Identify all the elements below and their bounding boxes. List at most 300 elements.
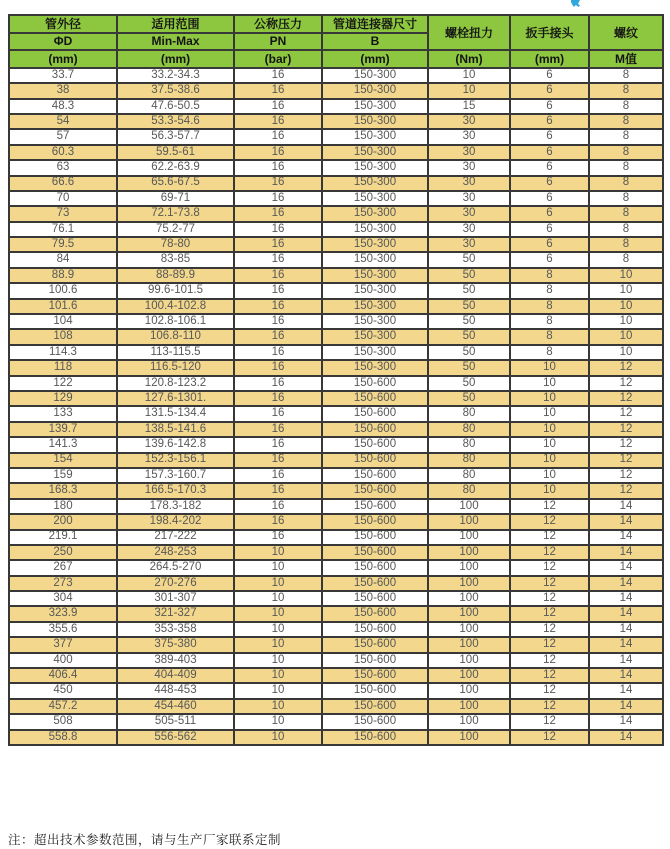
table-cell: 30 [428,237,510,252]
table-cell: 16 [234,222,322,237]
table-cell: 79.5 [9,237,117,252]
table-cell: 14 [589,668,663,683]
header-nominal-pressure: 公称压力 [234,15,322,33]
table-cell: 12 [510,606,589,621]
table-row [9,206,663,221]
table-cell: 66.6 [9,176,117,191]
blue-cursor-artifact [571,0,580,7]
table-cell: 8 [589,206,663,221]
table-cell: 116.5-120 [117,360,234,375]
table-cell: 10 [234,560,322,575]
table-cell: 70 [9,191,117,206]
table-cell: 100 [428,683,510,698]
table-row [9,683,663,698]
table-cell: 131.5-134.4 [117,406,234,421]
table-cell: 139.7 [9,422,117,437]
table-row [9,314,663,329]
table-cell: 353-358 [117,622,234,637]
table-cell: 14 [589,730,663,745]
table-header [9,15,663,68]
table-cell: 454-460 [117,699,234,714]
header-unit-mm-2: (mm) [117,50,234,68]
header-row-units [9,50,663,68]
header-thread: 螺纹 [589,15,663,50]
table-row [9,191,663,206]
table-cell: 30 [428,206,510,221]
table-cell: 102.8-106.1 [117,314,234,329]
table-cell: 100 [428,591,510,606]
table-cell: 180 [9,499,117,514]
table-cell: 83-85 [117,252,234,267]
table-cell: 150-600 [322,453,428,468]
table-row [9,576,663,591]
table-cell: 50 [428,299,510,314]
table-row [9,176,663,191]
table-cell: 6 [510,160,589,175]
table-cell: 16 [234,345,322,360]
table-row [9,268,663,283]
table-cell: 166.5-170.3 [117,483,234,498]
table-cell: 80 [428,483,510,498]
table-cell: 150-300 [322,99,428,114]
table-cell: 150-300 [322,268,428,283]
table-cell: 133 [9,406,117,421]
table-cell: 8 [589,114,663,129]
table-cell: 14 [589,530,663,545]
table-cell: 120.8-123.2 [117,376,234,391]
table-cell: 73 [9,206,117,221]
table-cell: 138.5-141.6 [117,422,234,437]
table-row [9,730,663,745]
table-body [9,68,663,745]
table-row [9,145,663,160]
table-cell: 150-300 [322,129,428,144]
table-cell: 10 [234,730,322,745]
table-row [9,237,663,252]
table-cell: 80 [428,468,510,483]
table-cell: 10 [589,345,663,360]
table-row [9,437,663,452]
table-cell: 16 [234,129,322,144]
table-cell: 10 [589,329,663,344]
table-cell: 38 [9,83,117,98]
table-cell: 150-300 [322,145,428,160]
table-cell: 508 [9,714,117,729]
table-cell: 10 [510,483,589,498]
table-row [9,252,663,267]
table-cell: 75.2-77 [117,222,234,237]
table-cell: 16 [234,530,322,545]
table-cell: 150-600 [322,653,428,668]
table-cell: 6 [510,222,589,237]
table-cell: 14 [589,699,663,714]
header-connector-size: 管道连接器尺寸 [322,15,428,33]
table-row [9,422,663,437]
table-cell: 12 [589,391,663,406]
table-cell: 355.6 [9,622,117,637]
table-row [9,391,663,406]
table-cell: 150-600 [322,530,428,545]
table-cell: 8 [589,145,663,160]
table-cell: 57 [9,129,117,144]
table-row [9,453,663,468]
table-cell: 12 [510,730,589,745]
table-cell: 100 [428,560,510,575]
table-cell: 8 [589,129,663,144]
table-cell: 14 [589,545,663,560]
table-cell: 264.5-270 [117,560,234,575]
table-cell: 50 [428,329,510,344]
table-cell: 16 [234,406,322,421]
table-cell: 100 [428,699,510,714]
table-cell: 30 [428,191,510,206]
table-cell: 10 [589,268,663,283]
table-cell: 250 [9,545,117,560]
table-cell: 16 [234,83,322,98]
table-cell: 10 [510,468,589,483]
table-cell: 16 [234,191,322,206]
table-cell: 150-300 [322,68,428,83]
table-cell: 33.2-34.3 [117,68,234,83]
table-row [9,530,663,545]
table-cell: 30 [428,160,510,175]
table-cell: 152.3-156.1 [117,453,234,468]
table-cell: 50 [428,268,510,283]
table-cell: 150-600 [322,714,428,729]
table-cell: 53.3-54.6 [117,114,234,129]
table-cell: 16 [234,283,322,298]
table-cell: 8 [510,345,589,360]
table-cell: 10 [234,653,322,668]
table-cell: 62.2-63.9 [117,160,234,175]
table-cell: 12 [589,453,663,468]
table-cell: 12 [510,714,589,729]
header-symbol-phid: ΦD [9,33,117,51]
table-row [9,360,663,375]
table-cell: 8 [589,160,663,175]
table-cell: 16 [234,299,322,314]
table-cell: 150-300 [322,222,428,237]
table-cell: 12 [589,468,663,483]
table-row [9,376,663,391]
table-cell: 54 [9,114,117,129]
table-cell: 6 [510,114,589,129]
table-cell: 267 [9,560,117,575]
table-cell: 80 [428,437,510,452]
table-cell: 14 [589,653,663,668]
table-cell: 100 [428,606,510,621]
table-cell: 400 [9,653,117,668]
table-cell: 14 [589,637,663,652]
table-row [9,606,663,621]
header-unit-mvalue: M值 [589,50,663,68]
table-cell: 16 [234,391,322,406]
table-row [9,637,663,652]
table-cell: 50 [428,376,510,391]
table-cell: 6 [510,68,589,83]
table-cell: 168.3 [9,483,117,498]
table-row [9,468,663,483]
table-cell: 59.5-61 [117,145,234,160]
table-cell: 33.7 [9,68,117,83]
table-cell: 15 [428,99,510,114]
pipe-spec-table [8,14,664,746]
table-cell: 8 [510,329,589,344]
table-cell: 6 [510,83,589,98]
table-cell: 448-453 [117,683,234,698]
table-cell: 321-327 [117,606,234,621]
table-cell: 16 [234,68,322,83]
table-cell: 150-300 [322,283,428,298]
table-cell: 14 [589,606,663,621]
table-cell: 10 [510,391,589,406]
table-row [9,299,663,314]
table-row [9,283,663,298]
table-cell: 150-600 [322,683,428,698]
table-cell: 16 [234,329,322,344]
table-cell: 30 [428,176,510,191]
table-row [9,68,663,83]
table-cell: 50 [428,360,510,375]
table-cell: 88.9 [9,268,117,283]
table-cell: 150-600 [322,514,428,529]
table-cell: 150-300 [322,314,428,329]
table-cell: 60.3 [9,145,117,160]
table-cell: 12 [589,422,663,437]
table-cell: 14 [589,576,663,591]
header-bolt-torque: 螺栓扭力 [428,15,510,50]
table-cell: 80 [428,422,510,437]
table-cell: 16 [234,268,322,283]
table-cell: 16 [234,114,322,129]
table-cell: 114.3 [9,345,117,360]
table-cell: 12 [589,406,663,421]
table-cell: 457.2 [9,699,117,714]
table-cell: 65.6-67.5 [117,176,234,191]
table-cell: 100 [428,637,510,652]
table-cell: 30 [428,129,510,144]
table-cell: 10 [234,637,322,652]
table-row [9,591,663,606]
table-cell: 14 [589,714,663,729]
table-cell: 159 [9,468,117,483]
table-cell: 178.3-182 [117,499,234,514]
table-row [9,99,663,114]
table-cell: 48.3 [9,99,117,114]
table-cell: 150-600 [322,560,428,575]
table-cell: 10 [510,376,589,391]
table-cell: 12 [510,637,589,652]
table-cell: 113-115.5 [117,345,234,360]
table-row [9,560,663,575]
table-cell: 270-276 [117,576,234,591]
table-cell: 6 [510,252,589,267]
header-unit-bar: (bar) [234,50,322,68]
table-cell: 129 [9,391,117,406]
table-cell: 100 [428,499,510,514]
footnote: 注：超出技术参数范围，请与生产厂家联系定制 [8,833,282,847]
table-cell: 72.1-73.8 [117,206,234,221]
table-cell: 8 [589,68,663,83]
table-cell: 150-300 [322,252,428,267]
table-cell: 8 [589,83,663,98]
table-cell: 50 [428,314,510,329]
table-cell: 150-600 [322,376,428,391]
table-cell: 150-600 [322,483,428,498]
table-cell: 6 [510,99,589,114]
table-cell: 406.4 [9,668,117,683]
table-cell: 10 [234,699,322,714]
table-cell: 8 [589,237,663,252]
header-outer-diameter: 管外径 [9,15,117,33]
table-cell: 556-562 [117,730,234,745]
table-cell: 16 [234,376,322,391]
table-cell: 6 [510,237,589,252]
table-cell: 100 [428,530,510,545]
table-cell: 150-600 [322,545,428,560]
header-row-title [9,15,663,33]
table-cell: 50 [428,345,510,360]
table-cell: 56.3-57.7 [117,129,234,144]
table-cell: 8 [589,222,663,237]
table-cell: 10 [510,406,589,421]
table-cell: 14 [589,622,663,637]
table-cell: 10 [589,283,663,298]
table-cell: 8 [510,268,589,283]
table-cell: 150-600 [322,668,428,683]
table-row [9,406,663,421]
table-cell: 10 [589,314,663,329]
table-cell: 10 [234,622,322,637]
table-cell: 10 [234,668,322,683]
table-cell: 12 [510,683,589,698]
table-row [9,160,663,175]
table-cell: 150-600 [322,576,428,591]
table-cell: 6 [510,129,589,144]
table-cell: 12 [589,483,663,498]
header-symbol-b: B [322,33,428,51]
table-cell: 118 [9,360,117,375]
table-cell: 16 [234,360,322,375]
table-cell: 558.8 [9,730,117,745]
table-cell: 12 [510,514,589,529]
table-row [9,714,663,729]
table-cell: 8 [589,176,663,191]
table-cell: 10 [234,576,322,591]
table-cell: 108 [9,329,117,344]
table-cell: 10 [234,683,322,698]
table-cell: 12 [589,360,663,375]
header-unit-nm: (Nm) [428,50,510,68]
table-cell: 104 [9,314,117,329]
table-row [9,668,663,683]
table-cell: 30 [428,222,510,237]
table-cell: 16 [234,314,322,329]
table-cell: 16 [234,514,322,529]
table-cell: 30 [428,114,510,129]
table-row [9,653,663,668]
table-cell: 10 [510,453,589,468]
header-unit-mm-4: (mm) [510,50,589,68]
table-cell: 10 [234,606,322,621]
table-cell: 10 [589,299,663,314]
table-cell: 150-600 [322,468,428,483]
table-cell: 100 [428,730,510,745]
table-cell: 8 [589,99,663,114]
table-cell: 8 [589,252,663,267]
table-cell: 50 [428,283,510,298]
table-cell: 8 [510,299,589,314]
table-cell: 150-300 [322,114,428,129]
table-cell: 150-600 [322,699,428,714]
table-cell: 12 [510,499,589,514]
table-row [9,129,663,144]
table-cell: 12 [589,376,663,391]
table-cell: 84 [9,252,117,267]
table-cell: 99.6-101.5 [117,283,234,298]
table-cell: 248-253 [117,545,234,560]
table-cell: 14 [589,514,663,529]
table-cell: 139.6-142.8 [117,437,234,452]
table-cell: 150-300 [322,191,428,206]
header-unit-mm-1: (mm) [9,50,117,68]
table-row [9,329,663,344]
table-cell: 122 [9,376,117,391]
table-cell: 150-300 [322,176,428,191]
table-cell: 16 [234,206,322,221]
table-cell: 12 [510,560,589,575]
table-cell: 12 [510,622,589,637]
table-cell: 404-409 [117,668,234,683]
header-wrench-joint: 扳手接头 [510,15,589,50]
table-cell: 6 [510,176,589,191]
table-cell: 8 [510,314,589,329]
table-cell: 150-300 [322,345,428,360]
table-cell: 12 [589,437,663,452]
table-cell: 100 [428,576,510,591]
table-cell: 100.4-102.8 [117,299,234,314]
table-cell: 16 [234,160,322,175]
table-cell: 10 [234,545,322,560]
table-cell: 50 [428,391,510,406]
table-row [9,83,663,98]
table-cell: 100 [428,622,510,637]
table-cell: 100 [428,514,510,529]
table-cell: 154 [9,453,117,468]
table-row [9,345,663,360]
table-row [9,514,663,529]
table-cell: 14 [589,499,663,514]
table-row [9,545,663,560]
table-cell: 200 [9,514,117,529]
table-cell: 150-600 [322,622,428,637]
table-cell: 16 [234,176,322,191]
table-cell: 12 [510,668,589,683]
table-cell: 16 [234,252,322,267]
table-cell: 10 [510,422,589,437]
table-row [9,222,663,237]
table-cell: 100 [428,668,510,683]
table-row [9,483,663,498]
table-cell: 10 [510,437,589,452]
table-cell: 16 [234,499,322,514]
table-cell: 69-71 [117,191,234,206]
table-cell: 150-600 [322,637,428,652]
table-cell: 219.1 [9,530,117,545]
table-cell: 88-89.9 [117,268,234,283]
table-cell: 50 [428,252,510,267]
table-row [9,114,663,129]
